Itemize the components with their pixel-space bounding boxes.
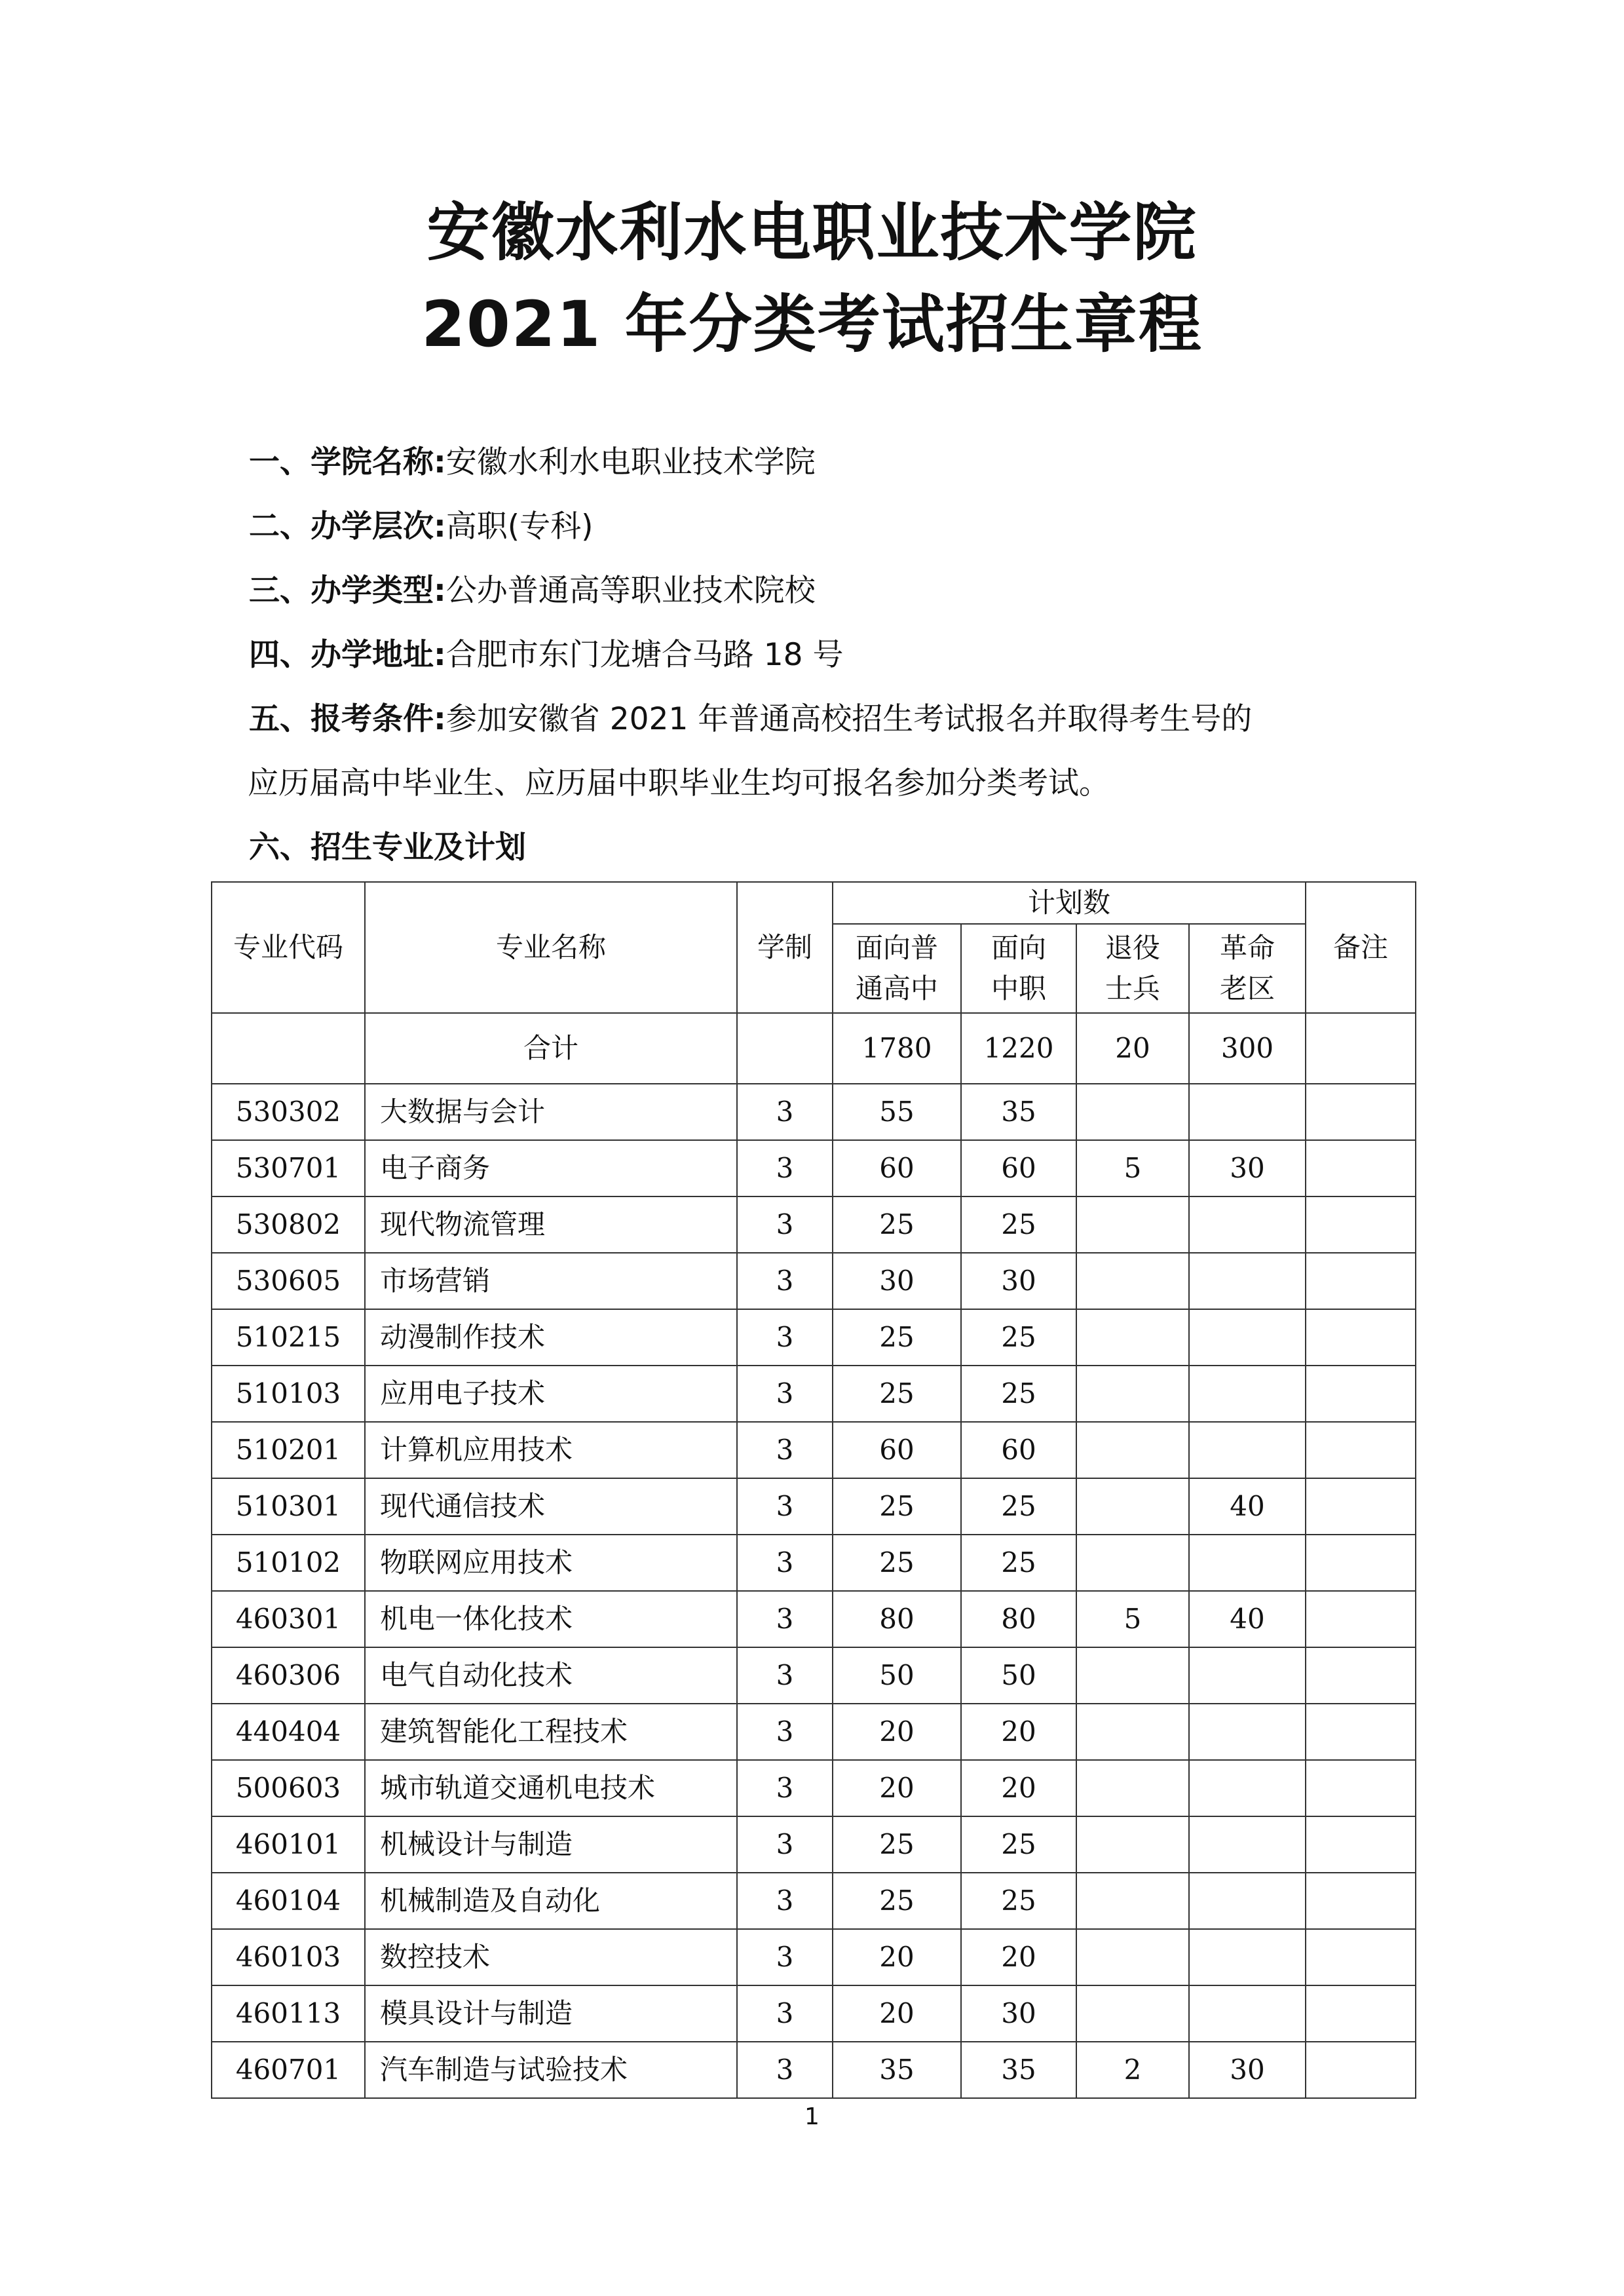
row-old-areas: 40 <box>1189 1591 1306 1647</box>
row-vocational: 25 <box>961 1196 1076 1253</box>
row-name: 城市轨道交通机电技术 <box>365 1760 737 1816</box>
row-general-high: 20 <box>833 1760 961 1816</box>
enrollment-plan-table <box>211 881 1416 2099</box>
table-row <box>212 1140 1416 1196</box>
row-vocational: 25 <box>961 1535 1076 1591</box>
row-general-high: 20 <box>833 1929 961 1985</box>
header-general-high: 面向普通高中 <box>833 924 961 1013</box>
total-veterans: 20 <box>1076 1013 1189 1084</box>
info-label: 二、办学层次: <box>249 508 446 545</box>
row-old-areas <box>1189 1760 1306 1816</box>
row-general-high: 80 <box>833 1591 961 1647</box>
row-code: 530302 <box>212 1084 365 1140</box>
row-code: 440404 <box>212 1704 365 1760</box>
row-vocational: 35 <box>961 2042 1076 2098</box>
row-remarks <box>1306 1704 1416 1760</box>
row-general-high: 25 <box>833 1196 961 1253</box>
row-code: 510102 <box>212 1535 365 1591</box>
table-row <box>212 1704 1416 1760</box>
row-years: 3 <box>737 1929 833 1985</box>
header-name: 专业名称 <box>365 882 737 1013</box>
total-row <box>212 1013 1416 1084</box>
row-remarks <box>1306 1760 1416 1816</box>
row-remarks <box>1306 1084 1416 1140</box>
row-vocational: 25 <box>961 1366 1076 1422</box>
total-general-high: 1780 <box>833 1013 961 1084</box>
row-general-high: 25 <box>833 1816 961 1873</box>
row-veterans <box>1076 1985 1189 2042</box>
row-name: 机电一体化技术 <box>365 1591 737 1647</box>
info-value: 高职(专科) <box>445 508 594 545</box>
header-veterans: 退役士兵 <box>1076 924 1189 1013</box>
row-old-areas <box>1189 1366 1306 1422</box>
row-vocational: 25 <box>961 1309 1076 1366</box>
row-remarks <box>1306 1196 1416 1253</box>
row-years: 3 <box>737 1478 833 1535</box>
row-name: 大数据与会计 <box>365 1084 737 1140</box>
info-value: 合肥市东门龙塘合马路 18 号 <box>445 637 844 673</box>
row-remarks <box>1306 1647 1416 1704</box>
row-vocational: 30 <box>961 1985 1076 2042</box>
row-remarks <box>1306 1422 1416 1478</box>
table-row <box>212 1253 1416 1309</box>
row-old-areas <box>1189 1196 1306 1253</box>
info-label: 四、办学地址: <box>249 637 446 673</box>
row-remarks <box>1306 1253 1416 1309</box>
row-general-high: 25 <box>833 1478 961 1535</box>
row-code: 500603 <box>212 1760 365 1816</box>
row-old-areas: 40 <box>1189 1478 1306 1535</box>
row-veterans: 5 <box>1076 1591 1189 1647</box>
row-remarks <box>1306 1478 1416 1535</box>
table-row <box>212 1985 1416 2042</box>
row-general-high: 25 <box>833 1366 961 1422</box>
info-type <box>249 571 1428 611</box>
table-row <box>212 1366 1416 1422</box>
row-remarks <box>1306 1873 1416 1929</box>
row-vocational: 25 <box>961 1478 1076 1535</box>
row-name: 计算机应用技术 <box>365 1422 737 1478</box>
row-general-high: 25 <box>833 1873 961 1929</box>
row-general-high: 25 <box>833 1535 961 1591</box>
table-row <box>212 2042 1416 2098</box>
info-value: 参加安徽省 2021 年普通高校招生考试报名并取得考生号的 <box>445 701 1253 737</box>
row-code: 530605 <box>212 1253 365 1309</box>
row-name: 汽车制造与试验技术 <box>365 2042 737 2098</box>
row-remarks <box>1306 1535 1416 1591</box>
row-old-areas <box>1189 1929 1306 1985</box>
table-row <box>212 1873 1416 1929</box>
row-years: 3 <box>737 1760 833 1816</box>
info-requirements <box>249 700 1428 739</box>
total-remarks <box>1306 1013 1416 1084</box>
row-name: 应用电子技术 <box>365 1366 737 1422</box>
row-years: 3 <box>737 1084 833 1140</box>
row-vocational: 20 <box>961 1929 1076 1985</box>
row-years: 3 <box>737 1535 833 1591</box>
row-code: 460301 <box>212 1591 365 1647</box>
row-name: 市场营销 <box>365 1253 737 1309</box>
row-code: 510215 <box>212 1309 365 1366</box>
row-remarks <box>1306 1309 1416 1366</box>
row-general-high: 20 <box>833 1985 961 2042</box>
total-label: 合计 <box>365 1013 737 1084</box>
table-row <box>212 1478 1416 1535</box>
row-general-high: 30 <box>833 1253 961 1309</box>
total-years <box>737 1013 833 1084</box>
row-name: 数控技术 <box>365 1929 737 1985</box>
row-vocational: 60 <box>961 1140 1076 1196</box>
row-vocational: 25 <box>961 1873 1076 1929</box>
total-code <box>212 1013 365 1084</box>
row-general-high: 60 <box>833 1140 961 1196</box>
info-value: 安徽水利水电职业技术学院 <box>445 444 816 480</box>
row-remarks <box>1306 1929 1416 1985</box>
row-old-areas <box>1189 1535 1306 1591</box>
row-general-high: 50 <box>833 1647 961 1704</box>
info-plan-heading <box>249 828 1428 868</box>
page-number: 1 <box>804 2103 820 2130</box>
row-code: 460103 <box>212 1929 365 1985</box>
row-veterans <box>1076 1309 1189 1366</box>
row-years: 3 <box>737 1422 833 1478</box>
row-name: 电气自动化技术 <box>365 1647 737 1704</box>
title-line-1: 安徽水利水电职业技术学院 <box>426 196 1198 269</box>
row-remarks <box>1306 1985 1416 2042</box>
table-row <box>212 1647 1416 1704</box>
row-name: 模具设计与制造 <box>365 1985 737 2042</box>
row-remarks <box>1306 1591 1416 1647</box>
row-code: 460113 <box>212 1985 365 2042</box>
row-name: 现代物流管理 <box>365 1196 737 1253</box>
row-old-areas <box>1189 1985 1306 2042</box>
row-years: 3 <box>737 1140 833 1196</box>
header-code: 专业代码 <box>212 882 365 1013</box>
header-remarks: 备注 <box>1306 882 1416 1013</box>
title-line-2: 2021 年分类考试招生章程 <box>421 288 1203 361</box>
row-general-high: 20 <box>833 1704 961 1760</box>
row-remarks <box>1306 1140 1416 1196</box>
row-old-areas: 30 <box>1189 1140 1306 1196</box>
row-vocational: 30 <box>961 1253 1076 1309</box>
table-row <box>212 1309 1416 1366</box>
row-veterans <box>1076 1704 1189 1760</box>
row-years: 3 <box>737 1253 833 1309</box>
row-years: 3 <box>737 1591 833 1647</box>
row-general-high: 35 <box>833 2042 961 2098</box>
row-years: 3 <box>737 1309 833 1366</box>
row-general-high: 25 <box>833 1309 961 1366</box>
row-old-areas <box>1189 1704 1306 1760</box>
table-row <box>212 1084 1416 1140</box>
row-vocational: 60 <box>961 1422 1076 1478</box>
row-name: 建筑智能化工程技术 <box>365 1704 737 1760</box>
row-vocational: 25 <box>961 1816 1076 1873</box>
header-vocational: 面向中职 <box>961 924 1076 1013</box>
row-years: 3 <box>737 1647 833 1704</box>
row-veterans <box>1076 1084 1189 1140</box>
row-remarks <box>1306 1366 1416 1422</box>
row-years: 3 <box>737 1704 833 1760</box>
row-code: 460701 <box>212 2042 365 2098</box>
row-vocational: 20 <box>961 1704 1076 1760</box>
row-old-areas <box>1189 1253 1306 1309</box>
row-years: 3 <box>737 1985 833 2042</box>
row-remarks <box>1306 1816 1416 1873</box>
row-veterans: 2 <box>1076 2042 1189 2098</box>
table-row <box>212 1929 1416 1985</box>
row-veterans <box>1076 1196 1189 1253</box>
info-label: 一、学院名称: <box>249 444 446 480</box>
row-name: 机械制造及自动化 <box>365 1873 737 1929</box>
table-row <box>212 1760 1416 1816</box>
row-veterans <box>1076 1929 1189 1985</box>
row-veterans <box>1076 1816 1189 1873</box>
row-remarks <box>1306 2042 1416 2098</box>
row-old-areas <box>1189 1084 1306 1140</box>
row-code: 510201 <box>212 1422 365 1478</box>
row-veterans <box>1076 1253 1189 1309</box>
row-veterans <box>1076 1873 1189 1929</box>
row-name: 机械设计与制造 <box>365 1816 737 1873</box>
row-years: 3 <box>737 1816 833 1873</box>
row-name: 电子商务 <box>365 1140 737 1196</box>
row-old-areas <box>1189 1873 1306 1929</box>
row-vocational: 20 <box>961 1760 1076 1816</box>
row-code: 510103 <box>212 1366 365 1422</box>
header-plan: 计划数 <box>833 882 1306 924</box>
info-address <box>249 636 1428 675</box>
row-general-high: 55 <box>833 1084 961 1140</box>
table-row <box>212 1816 1416 1873</box>
info-school-name <box>249 443 1428 482</box>
total-vocational: 1220 <box>961 1013 1076 1084</box>
table-row <box>212 1535 1416 1591</box>
row-veterans: 5 <box>1076 1140 1189 1196</box>
row-veterans <box>1076 1535 1189 1591</box>
row-code: 460104 <box>212 1873 365 1929</box>
row-years: 3 <box>737 1196 833 1253</box>
row-code: 530802 <box>212 1196 365 1253</box>
row-old-areas: 30 <box>1189 2042 1306 2098</box>
row-veterans <box>1076 1760 1189 1816</box>
info-label: 五、报考条件: <box>249 701 446 737</box>
header-years: 学制 <box>737 882 833 1013</box>
header-old-areas: 革命老区 <box>1189 924 1306 1013</box>
row-vocational: 80 <box>961 1591 1076 1647</box>
row-old-areas <box>1189 1422 1306 1478</box>
row-old-areas <box>1189 1816 1306 1873</box>
row-name: 物联网应用技术 <box>365 1535 737 1591</box>
row-old-areas <box>1189 1309 1306 1366</box>
table-row <box>212 1591 1416 1647</box>
row-code: 460101 <box>212 1816 365 1873</box>
table-row <box>212 1422 1416 1478</box>
row-veterans <box>1076 1366 1189 1422</box>
row-code: 510301 <box>212 1478 365 1535</box>
table-row <box>212 1196 1416 1253</box>
row-veterans <box>1076 1647 1189 1704</box>
row-general-high: 60 <box>833 1422 961 1478</box>
row-years: 3 <box>737 1873 833 1929</box>
row-name: 现代通信技术 <box>365 1478 737 1535</box>
row-years: 3 <box>737 1366 833 1422</box>
info-label: 六、招生专业及计划 <box>249 830 526 866</box>
row-veterans <box>1076 1478 1189 1535</box>
row-old-areas <box>1189 1647 1306 1704</box>
info-level <box>249 507 1428 546</box>
info-requirements-cont <box>248 764 1427 803</box>
row-vocational: 35 <box>961 1084 1076 1140</box>
row-code: 530701 <box>212 1140 365 1196</box>
row-name: 动漫制作技术 <box>365 1309 737 1366</box>
row-vocational: 50 <box>961 1647 1076 1704</box>
info-label: 三、办学类型: <box>249 573 446 609</box>
total-old-areas: 300 <box>1189 1013 1306 1084</box>
row-years: 3 <box>737 2042 833 2098</box>
info-value: 应历届高中毕业生、应历届中职毕业生均可报名参加分类考试。 <box>248 765 1110 801</box>
row-veterans <box>1076 1422 1189 1478</box>
row-code: 460306 <box>212 1647 365 1704</box>
info-value: 公办普通高等职业技术院校 <box>445 573 816 609</box>
